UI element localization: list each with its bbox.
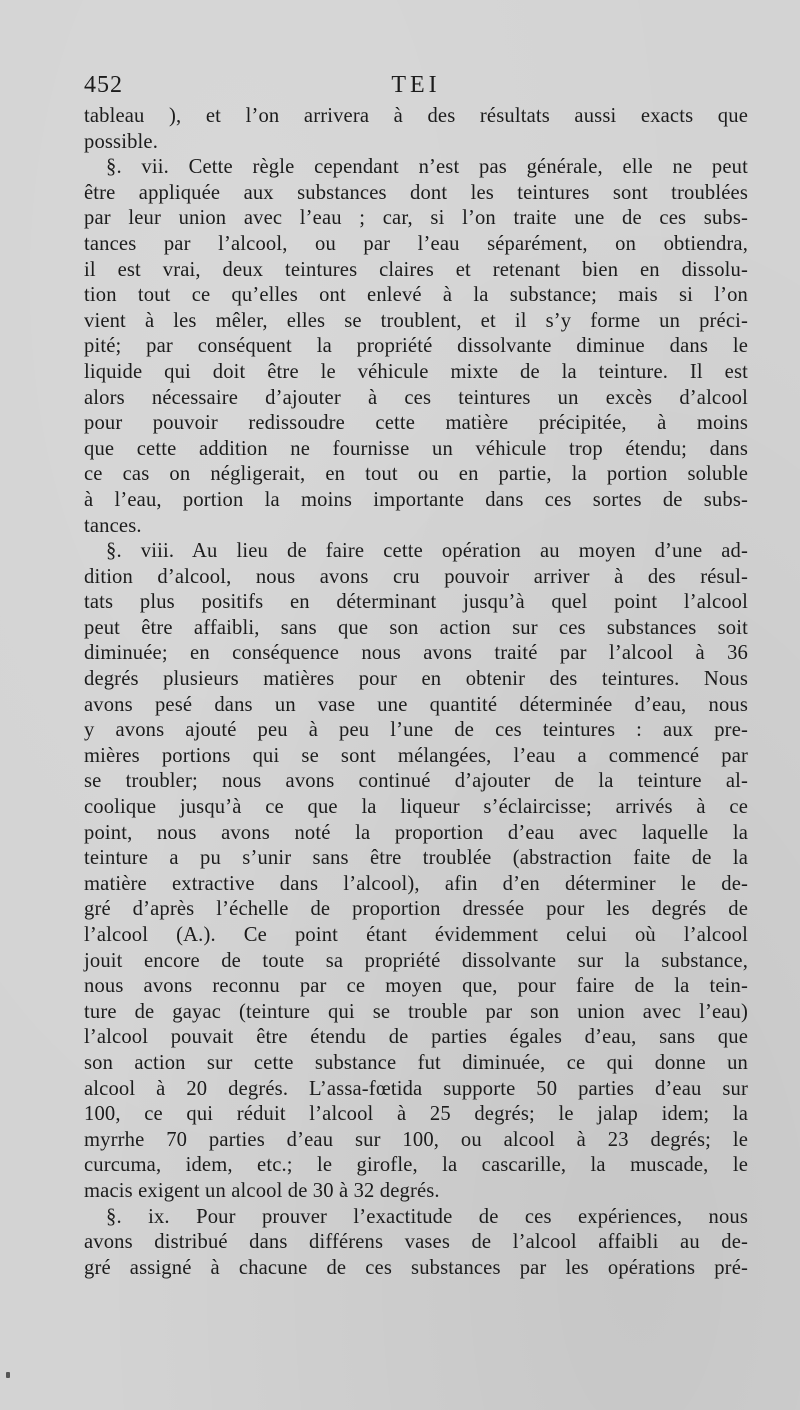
- page-heading: TEI: [391, 72, 441, 98]
- text-line: mières portions qui se sont mélangées, l’eau a commencé par: [84, 744, 748, 767]
- text-line: se troubler; nous avons continué d’ajouter de la teinture al-: [84, 770, 748, 793]
- text-line: l’alcool pouvait être étendu de parties égales d’eau, sans que: [84, 1026, 748, 1049]
- text-line: possible.: [84, 130, 159, 153]
- body-text: [84, 104, 748, 1281]
- text-line: liquide qui doit être le véhicule mixte de la teinture. Il est: [84, 360, 748, 383]
- text-line: gré assigné à chacune de ces substances par les opérations pré-: [84, 1256, 748, 1279]
- text-line: tion tout ce qu’elles ont enlevé à la substance; mais si l’on: [84, 284, 748, 307]
- text-line: ce cas on négligerait, en tout ou en partie, la portion soluble: [84, 463, 748, 486]
- text-line: pour pouvoir redissoudre cette matière précipitée, à moins: [84, 412, 748, 435]
- text-line: tances par l’alcool, ou par l’eau séparément, on obtiendra,: [84, 232, 748, 255]
- text-line: coolique jusqu’à ce que la liqueur s’éclaircisse; arrivés à ce: [84, 796, 748, 819]
- text-line: tats plus positifs en déterminant jusqu’à quel point l’alcool: [84, 591, 748, 614]
- text-line: teinture a pu s’unir sans être troublée (abstraction faite de la: [84, 847, 748, 870]
- text-line: curcuma, idem, etc.; le girofle, la cascarille, la muscade, le: [84, 1154, 748, 1177]
- text-line: matière extractive dans l’alcool), afin d’en déterminer le de-: [84, 872, 748, 895]
- text-line: nous avons reconnu par ce moyen que, pour faire de la tein-: [84, 975, 748, 998]
- running-head: [84, 72, 748, 104]
- text-line: l’alcool (A.). Ce point étant évidemment celui où l’alcool: [84, 924, 748, 946]
- text-line: alcool à 20 degrés. L’assa-fœtida supporte 50 parties d’eau sur: [84, 1077, 748, 1100]
- text-line: ture de gayac (teinture qui se trouble par son union avec l’eau): [84, 1000, 748, 1023]
- text-line: tableau ), et l’on arrivera à des résultats aussi exacts que: [84, 105, 748, 127]
- text-line: myrrhe 70 parties d’eau sur 100, ou alcool à 23 degrés; le: [84, 1128, 748, 1151]
- text-line: dition d’alcool, nous avons cru pouvoir arriver à des résul-: [84, 565, 748, 588]
- text-line: alors nécessaire d’ajouter à ces teintures un excès d’alcool: [84, 386, 748, 409]
- text-line: il est vrai, deux teintures claires et retenant bien en dissolu-: [84, 258, 748, 281]
- text-line: pité; par conséquent la propriété dissolvante diminue dans le: [84, 335, 748, 358]
- text-line: vient à les mêler, elles se troublent, et il s’y forme un préci-: [84, 309, 748, 332]
- margin-speck: [6, 1372, 10, 1378]
- text-line: gré d’après l’échelle de proportion dressée pour les degrés de: [84, 898, 748, 921]
- text-line: être appliquée aux substances dont les teintures sont troublées: [84, 181, 748, 204]
- text-line: à l’eau, portion la moins importante dans ces sortes de subs-: [84, 488, 748, 511]
- text-line: §. vii. Cette règle cependant n’est pas générale, elle ne peut: [106, 156, 748, 179]
- text-line: degrés plusieurs matières pour en obtenir des teintures. Nous: [84, 668, 748, 691]
- text-line: point, nous avons noté la proportion d’eau avec laquelle la: [84, 821, 748, 844]
- text-line: par leur union avec l’eau ; car, si l’on traite une de ces subs-: [84, 207, 748, 230]
- text-line: son action sur cette substance fut diminuée, ce qui donne un: [84, 1051, 748, 1074]
- text-line: que cette addition ne fournisse un véhicule trop étendu; dans: [84, 437, 748, 460]
- text-line: §. viii. Au lieu de faire cette opération au moyen d’une ad-: [106, 540, 748, 563]
- text-line: jouit encore de toute sa propriété dissolvante sur la substance,: [84, 949, 748, 972]
- text-line: y avons ajouté peu à peu l’une de ces teintures : aux pre-: [84, 719, 748, 742]
- text-line: §. ix. Pour prouver l’exactitude de ces expériences, nous: [106, 1205, 748, 1228]
- text-line: avons pesé dans un vase une quantité déterminée d’eau, nous: [84, 693, 748, 716]
- text-line: peut être affaibli, sans que son action sur ces substances soit: [84, 616, 748, 639]
- text-line: diminuée; en conséquence nous avons traité par l’alcool à 36: [84, 642, 748, 665]
- text-line: tances.: [84, 514, 142, 537]
- text-line: macis exigent un alcool de 30 à 32 degrés.: [84, 1179, 440, 1202]
- text-line: 100, ce qui réduit l’alcool à 25 degrés; le jalap idem; la: [84, 1103, 748, 1126]
- page-number: 452: [84, 72, 123, 98]
- text-line: avons distribué dans différens vases de l’alcool affaibli au de-: [84, 1231, 748, 1254]
